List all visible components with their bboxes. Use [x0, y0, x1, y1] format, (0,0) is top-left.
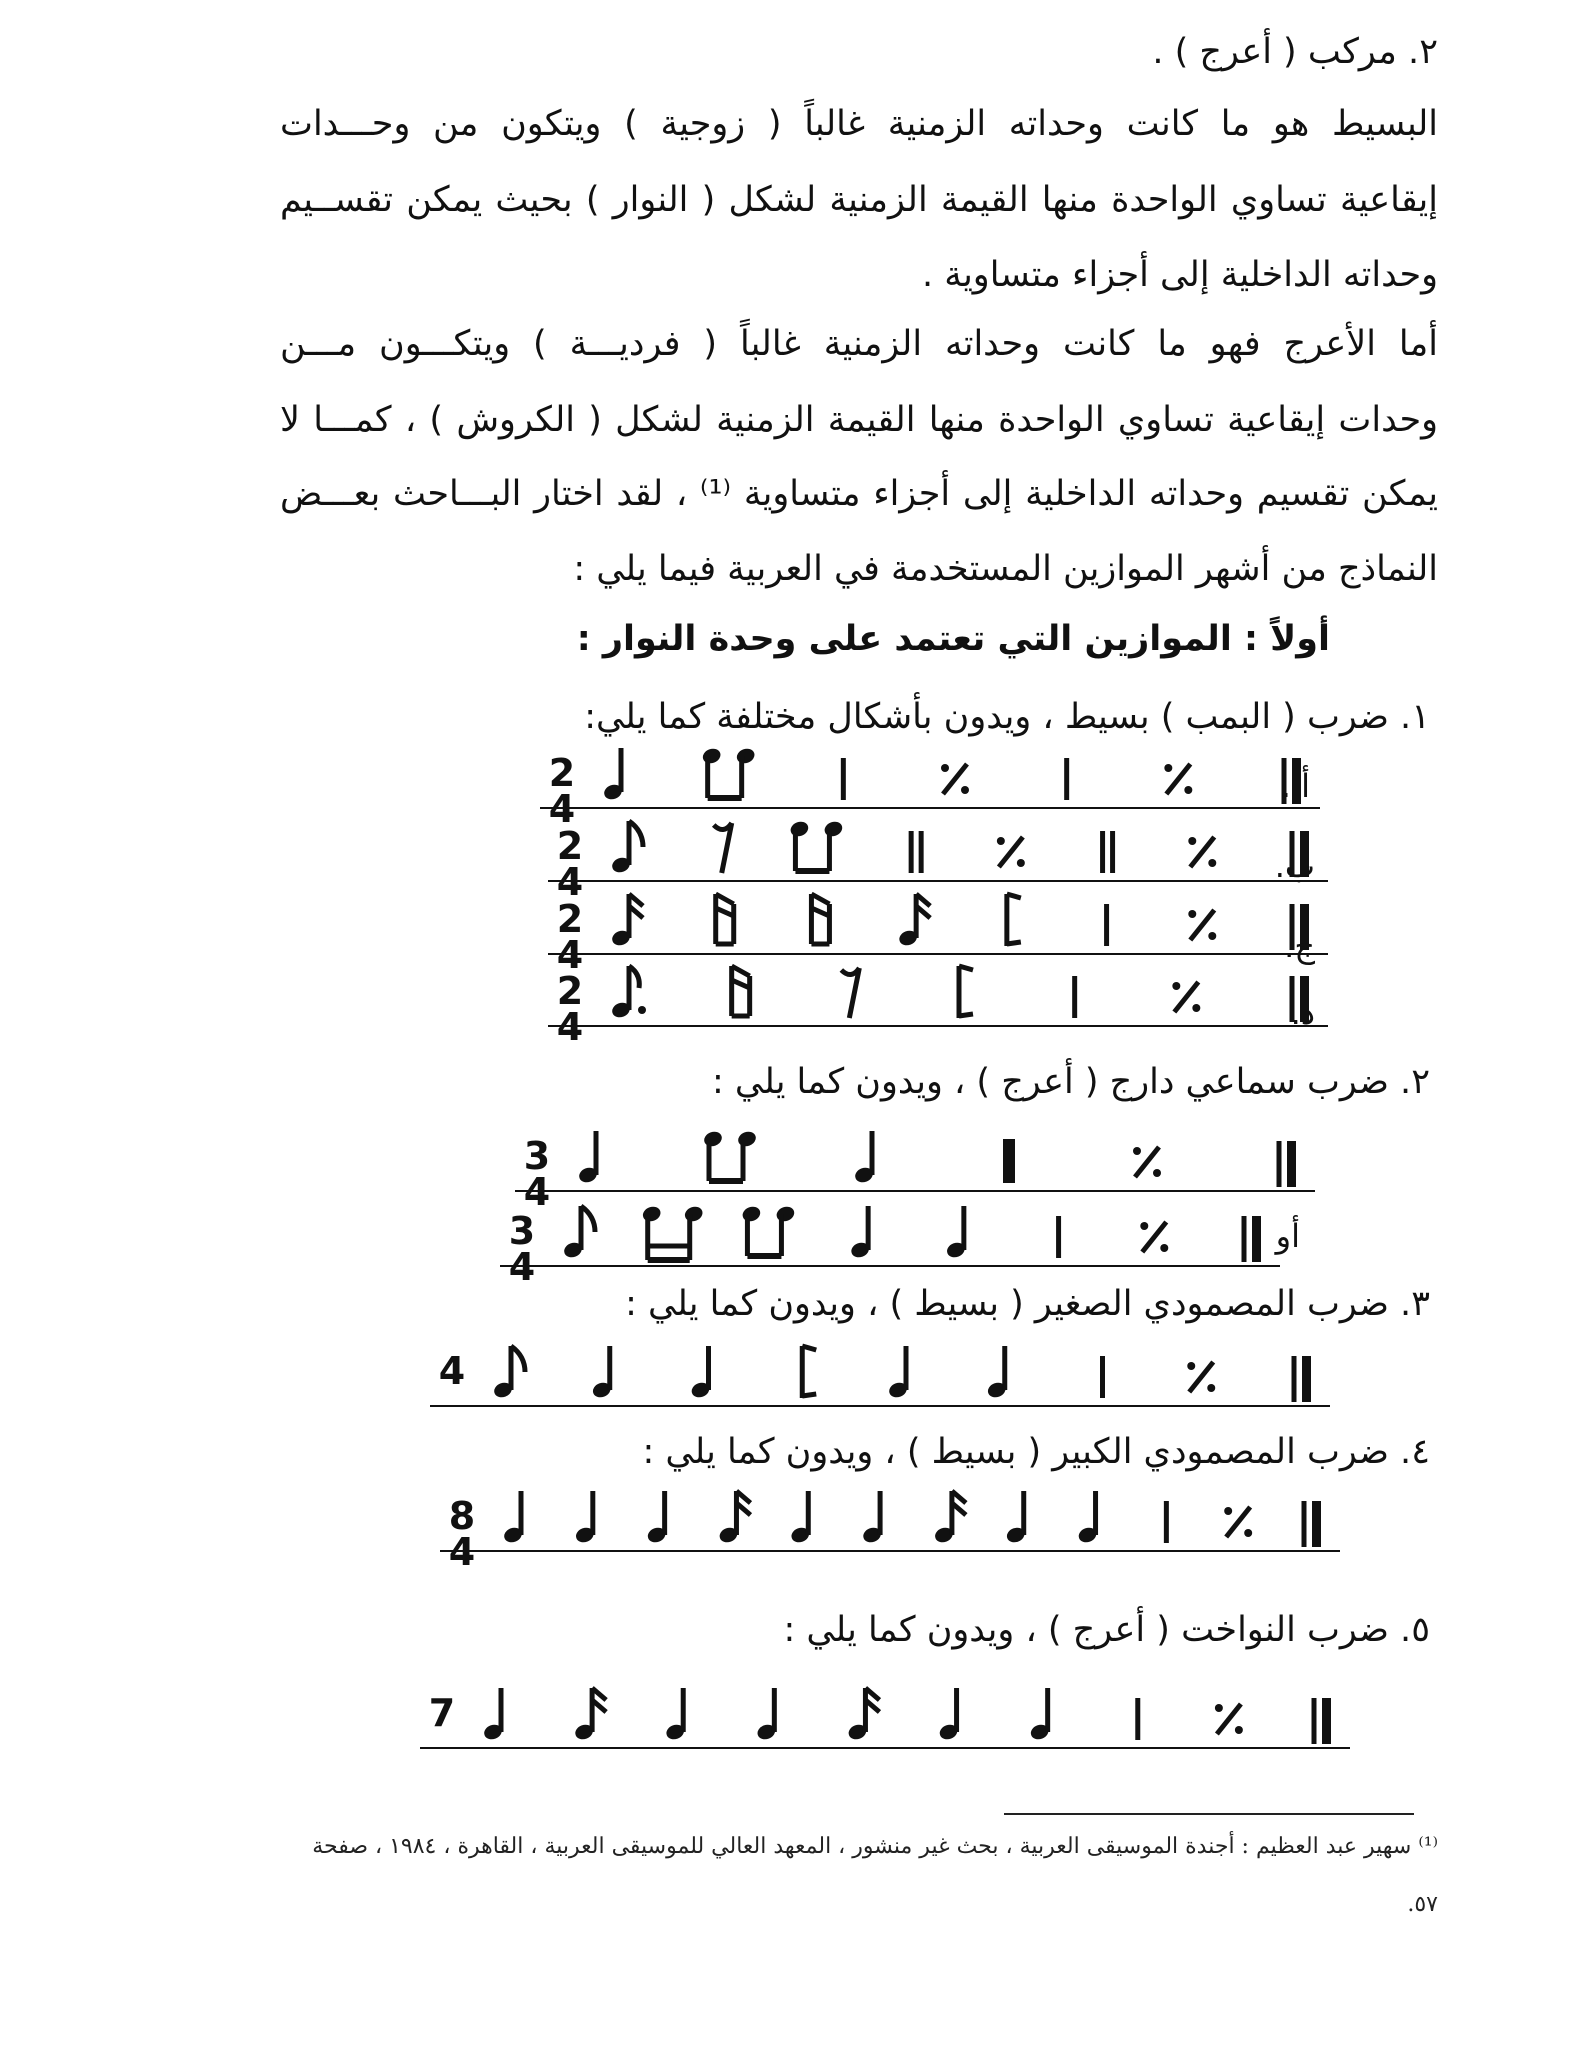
rhythm-symbol-qq: [701, 746, 757, 798]
rhythm-symbol-rep: [1187, 1362, 1215, 1392]
rhythm-symbol-q: [938, 1688, 960, 1742]
rhythm-staff: [420, 1672, 1350, 1762]
svg-text:4: 4: [508, 1245, 536, 1289]
svg-text:2: 2: [556, 897, 584, 941]
rhythm-symbol-dot: [610, 966, 646, 1020]
rhythm-symbol-q: [646, 1491, 668, 1545]
rhythm-staff: [515, 1120, 1315, 1214]
rhythm-symbol-q: [789, 1491, 811, 1545]
svg-text:2: 2: [548, 751, 576, 795]
rhythm-symbol-final: [1294, 1356, 1311, 1402]
svg-text:3: 3: [523, 1134, 551, 1178]
paragraph-line: النماذج من أشهر الموازين المستخدمة في العربية فيما يلي :: [573, 549, 1438, 589]
footnote-text: ⁽¹⁾ سهير عبد العظيم : أجندة الموسيقى العربية ، بحث غير منشور ، المعهد العالي للموسيقى العربية ، القاهرة ، ١٩٨٤ ، صفحة: [312, 1834, 1438, 1859]
staff-label: ب.: [1274, 847, 1315, 885]
rhythm-symbol-rest: [841, 968, 859, 1018]
rhythm-symbol-final: [1279, 1141, 1296, 1187]
rhythm-symbol-final: [1304, 1501, 1321, 1547]
svg-text:4: 4: [548, 787, 576, 831]
rhythm-symbol-q: [577, 1131, 599, 1185]
rhythm-symbol-final: [1314, 1698, 1331, 1744]
rhythm-symbol-s: [718, 1491, 751, 1545]
footnote-separator: [1004, 1813, 1414, 1815]
rhythm-symbol-sq: [1007, 894, 1021, 946]
rhythm-symbol-q: [602, 748, 624, 802]
staff-svg: [440, 1450, 1340, 1574]
rhythm-symbol-q: [861, 1491, 883, 1545]
rhythm-symbol-q: [853, 1131, 875, 1185]
rhythm-symbol-e: [610, 821, 643, 875]
list-item-compound: ٢. مركب ( أعرج ) .: [1152, 32, 1438, 72]
rhythm-symbol-q: [591, 1346, 613, 1400]
rhythm-symbol-qq: [789, 819, 845, 871]
paragraph-line: يمكن تقسيم وحداته الداخلية إلى أجزاء متساوية ⁽¹⁾ ، لقد اختار البـــاحث بعـــض: [280, 474, 1438, 514]
rhythm-symbol-q: [986, 1346, 1008, 1400]
paragraph-line: إيقاعية تساوي الواحدة منها القيمة الزمنية لشكل ( النوار ) بحيث يمكن تقســيم: [280, 180, 1438, 220]
rhythm-symbol-qq: [741, 1204, 797, 1256]
rhythm-symbol-q: [755, 1688, 777, 1742]
svg-text:4: 4: [523, 1170, 551, 1214]
rhythm-staff: [430, 1335, 1330, 1420]
svg-text:7: 7: [428, 1691, 456, 1735]
svg-text:8: 8: [448, 1494, 476, 1538]
rhythm-symbol-q: [482, 1688, 504, 1742]
paragraph-line: أما الأعرج فهو ما كانت وحداته الزمنية غالباً ( فرديـــة ) ويتكـــون مـــن: [280, 324, 1438, 364]
rhythm-symbol-dbar: [911, 831, 921, 873]
rhythm-symbol-s: [610, 894, 643, 948]
section-heading: أولاً : الموازين التي تعتمد على وحدة النوار :: [576, 619, 1330, 659]
time-signature: [439, 1349, 465, 1393]
svg-text:2: 2: [556, 824, 584, 868]
item-heading: ٣. ضرب المصمودي الصغير ( بسيط ) ، ويدون كما يلي :: [625, 1284, 1430, 1324]
rhythm-staff: [548, 960, 1328, 1049]
rhythm-symbol-s: [933, 1491, 966, 1545]
rhythm-staff: [440, 1450, 1340, 1574]
rhythm-symbol-rep: [997, 837, 1025, 867]
rhythm-symbol-qqq: [641, 1204, 705, 1260]
rhythm-symbol-rep: [941, 764, 969, 794]
rhythm-symbol-s: [897, 894, 930, 948]
staff-svg: [420, 1672, 1350, 1762]
rhythm-symbol-rep: [1215, 1704, 1243, 1734]
rhythm-symbol-sq: [959, 966, 973, 1018]
rhythm-symbol-rep: [1188, 910, 1216, 940]
item-heading: ٤. ضرب المصمودي الكبير ( بسيط ) ، ويدون كما يلي :: [642, 1432, 1430, 1472]
staff-svg: [548, 888, 1328, 977]
rhythm-symbol-q: [849, 1206, 871, 1260]
rhythm-symbol-rep: [1164, 764, 1192, 794]
rhythm-symbol-rep: [1224, 1507, 1252, 1537]
staff-svg: [548, 815, 1328, 904]
rhythm-symbol-rep: [1188, 837, 1216, 867]
rhythm-symbol-rest: [714, 823, 732, 873]
rhythm-symbol-s: [847, 1688, 880, 1742]
rhythm-symbol-q: [690, 1346, 712, 1400]
time-signature: [509, 1209, 535, 1289]
rhythm-symbol-e: [562, 1206, 595, 1260]
rhythm-symbol-final: [1244, 1216, 1261, 1262]
svg-text:2: 2: [556, 969, 584, 1013]
time-signature: [429, 1691, 455, 1735]
rhythm-symbol-q: [887, 1346, 909, 1400]
item-heading: ١. ضرب ( البمب ) بسيط ، ويدون بأشكال مختلفة كما يلي:: [584, 697, 1430, 737]
rhythm-symbol-q: [1005, 1491, 1027, 1545]
paragraph-line: وحداته الداخلية إلى أجزاء متساوية .: [922, 255, 1438, 295]
staff-label: د.: [1290, 994, 1315, 1032]
item-heading: ٥. ضرب النواخت ( أعرج ) ، ويدون كما يلي :: [783, 1610, 1430, 1650]
svg-text:4: 4: [556, 860, 584, 904]
rhythm-staff: [548, 888, 1328, 977]
rhythm-symbol-e: [492, 1346, 525, 1400]
svg-text:4: 4: [556, 933, 584, 977]
time-signature: [449, 1494, 475, 1574]
rhythm-symbol-q: [502, 1491, 524, 1545]
rhythm-symbol-sq: [802, 1346, 816, 1398]
rhythm-symbol-q: [945, 1206, 967, 1260]
svg-text:4: 4: [448, 1530, 476, 1574]
paragraph-line: وحدات إيقاعية تساوي الواحدة منها القيمة الزمنية لشكل ( الكروش ) ، كمـــا لا: [280, 400, 1438, 440]
rhythm-symbol-s: [573, 1688, 606, 1742]
rhythm-symbol-qq: [702, 1129, 758, 1181]
rhythm-symbol-block: [1003, 1139, 1015, 1183]
svg-text:4: 4: [438, 1349, 466, 1393]
staff-svg: [548, 960, 1328, 1049]
rhythm-symbol-rep: [1140, 1222, 1168, 1252]
svg-text:3: 3: [508, 1209, 536, 1253]
item-heading: ٢. ضرب سماعي دارج ( أعرج ) ، ويدون كما يلي :: [712, 1062, 1430, 1102]
rhythm-symbol-ss: [732, 966, 750, 1016]
rhythm-symbol-rep: [1133, 1147, 1161, 1177]
staff-label: ج.: [1284, 927, 1315, 965]
paragraph-line: البسيط هو ما كانت وحداته الزمنية غالباً ( زوجية ) ويتكون من وحـــدات: [280, 104, 1438, 144]
staff-label: أو: [1275, 1217, 1300, 1255]
staff-label: أ .: [1280, 767, 1310, 805]
staff-svg: [500, 1195, 1280, 1289]
time-signature: [557, 969, 583, 1049]
rhythm-staff: [540, 742, 1320, 831]
rhythm-symbol-dbar: [1103, 831, 1113, 873]
svg-text:4: 4: [556, 1005, 584, 1049]
rhythm-symbol-q: [574, 1491, 596, 1545]
rhythm-symbol-q: [1029, 1688, 1051, 1742]
staff-svg: [430, 1335, 1330, 1420]
rhythm-symbol-rep: [1172, 982, 1200, 1012]
rhythm-staff: [548, 815, 1328, 904]
rhythm-symbol-ss: [811, 894, 829, 944]
staff-svg: [515, 1120, 1315, 1214]
rhythm-symbol-q: [1077, 1491, 1099, 1545]
rhythm-staff: [500, 1195, 1280, 1289]
rhythm-symbol-ss: [716, 894, 734, 944]
rhythm-symbol-q: [664, 1688, 686, 1742]
staff-svg: [540, 742, 1320, 831]
footnote-text: ٥٧.: [1407, 1892, 1438, 1917]
